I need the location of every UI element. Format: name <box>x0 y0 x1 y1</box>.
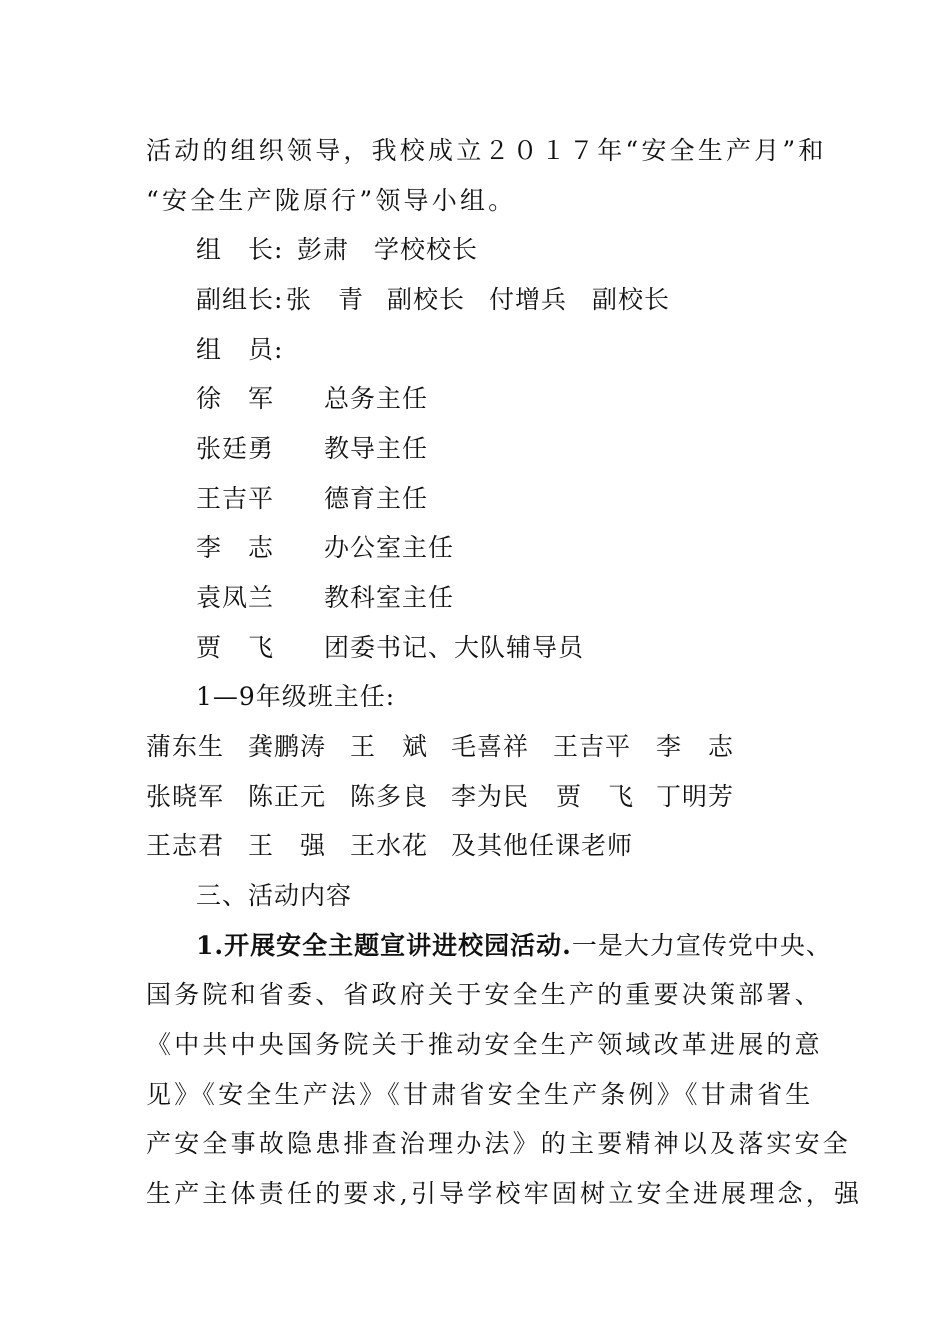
section-heading: 三、活动内容 <box>196 881 353 910</box>
teacher-name: 王水花 <box>350 831 429 860</box>
class-teachers-row <box>146 730 836 764</box>
deputy-title: 副校长 <box>387 285 466 314</box>
item1-line: 生产主体责任的要求,引导学校牢固树立安全进展理念，强 <box>146 1179 863 1208</box>
leader-label: 组 长: <box>196 235 284 264</box>
member-row <box>196 432 886 466</box>
member-title: 教科室主任 <box>324 583 455 612</box>
class-teachers-row <box>146 780 836 814</box>
teacher-name: 丁明芳 <box>656 782 735 811</box>
item1-line: 见》《安全生产法》《甘肃省安全生产条例》《甘肃省生 <box>146 1080 814 1109</box>
member-row <box>196 631 886 665</box>
member-title: 办公室主任 <box>324 533 455 562</box>
member-row <box>196 382 886 416</box>
intro-line-2: “安全生产陇原行”领导小组。 <box>146 186 517 215</box>
class-teachers-row <box>146 829 836 863</box>
member-title: 团委书记、大队辅导员 <box>324 633 585 662</box>
deputy-title: 副校长 <box>592 285 671 314</box>
teacher-name: 张晓军 <box>146 782 225 811</box>
item1-line: 一是大力宣传党中央、 <box>571 931 832 960</box>
item1-line: 《中共中央国务院关于推动安全生产领域改革进展的意 <box>146 1030 823 1059</box>
member-title: 教导主任 <box>324 434 429 463</box>
member-row <box>196 581 886 615</box>
member-name: 王吉平 <box>196 484 275 513</box>
member-title: 总务主任 <box>324 384 429 413</box>
teacher-name: 王志君 <box>146 831 225 860</box>
leader-name: 彭肃 <box>297 235 350 264</box>
teacher-name: 及其他任课老师 <box>451 831 634 860</box>
teacher-name: 贾 飞 <box>556 782 635 811</box>
members-label: 组 员: <box>196 335 284 364</box>
item1-heading: 1.开展安全主题宣讲进校园活动. <box>196 931 572 960</box>
member-name: 张廷勇 <box>196 434 275 463</box>
member-name: 贾 飞 <box>196 633 275 662</box>
teacher-name: 王 斌 <box>350 732 429 761</box>
item1-first-line <box>196 929 836 963</box>
leader-row <box>196 233 886 267</box>
deputy-name: 张 青 <box>286 285 365 314</box>
member-name: 徐 军 <box>196 384 275 413</box>
teacher-name: 陈多良 <box>350 782 429 811</box>
item1-line: 国务院和省委、省政府关于安全生产的重要决策部署、 <box>146 980 823 1009</box>
deputies-label: 副组长: <box>196 285 284 314</box>
leader-title: 学校校长 <box>374 235 479 264</box>
teacher-name: 李为民 <box>451 782 530 811</box>
teacher-name: 李 志 <box>656 732 735 761</box>
class-teachers-label: 1—9年级班主任: <box>196 682 396 711</box>
member-name: 李 志 <box>196 533 275 562</box>
member-title: 德育主任 <box>324 484 429 513</box>
teacher-name: 蒲东生 <box>146 732 225 761</box>
item1-line: 产安全事故隐患排查治理办法》的主要精神以及落实安全 <box>146 1129 852 1158</box>
member-name: 袁凤兰 <box>196 583 275 612</box>
teacher-name: 陈正元 <box>248 782 327 811</box>
teacher-name: 毛喜祥 <box>451 732 530 761</box>
intro-line-1: 活动的组织领导，我校成立２０１７年“安全生产月”和 <box>146 136 827 165</box>
deputy-name: 付增兵 <box>489 285 568 314</box>
member-row <box>196 482 886 516</box>
teacher-name: 王 强 <box>248 831 327 860</box>
teacher-name: 王吉平 <box>553 732 632 761</box>
deputies-row <box>196 283 886 317</box>
teacher-name: 龚鹏涛 <box>248 732 327 761</box>
member-row <box>196 531 886 565</box>
